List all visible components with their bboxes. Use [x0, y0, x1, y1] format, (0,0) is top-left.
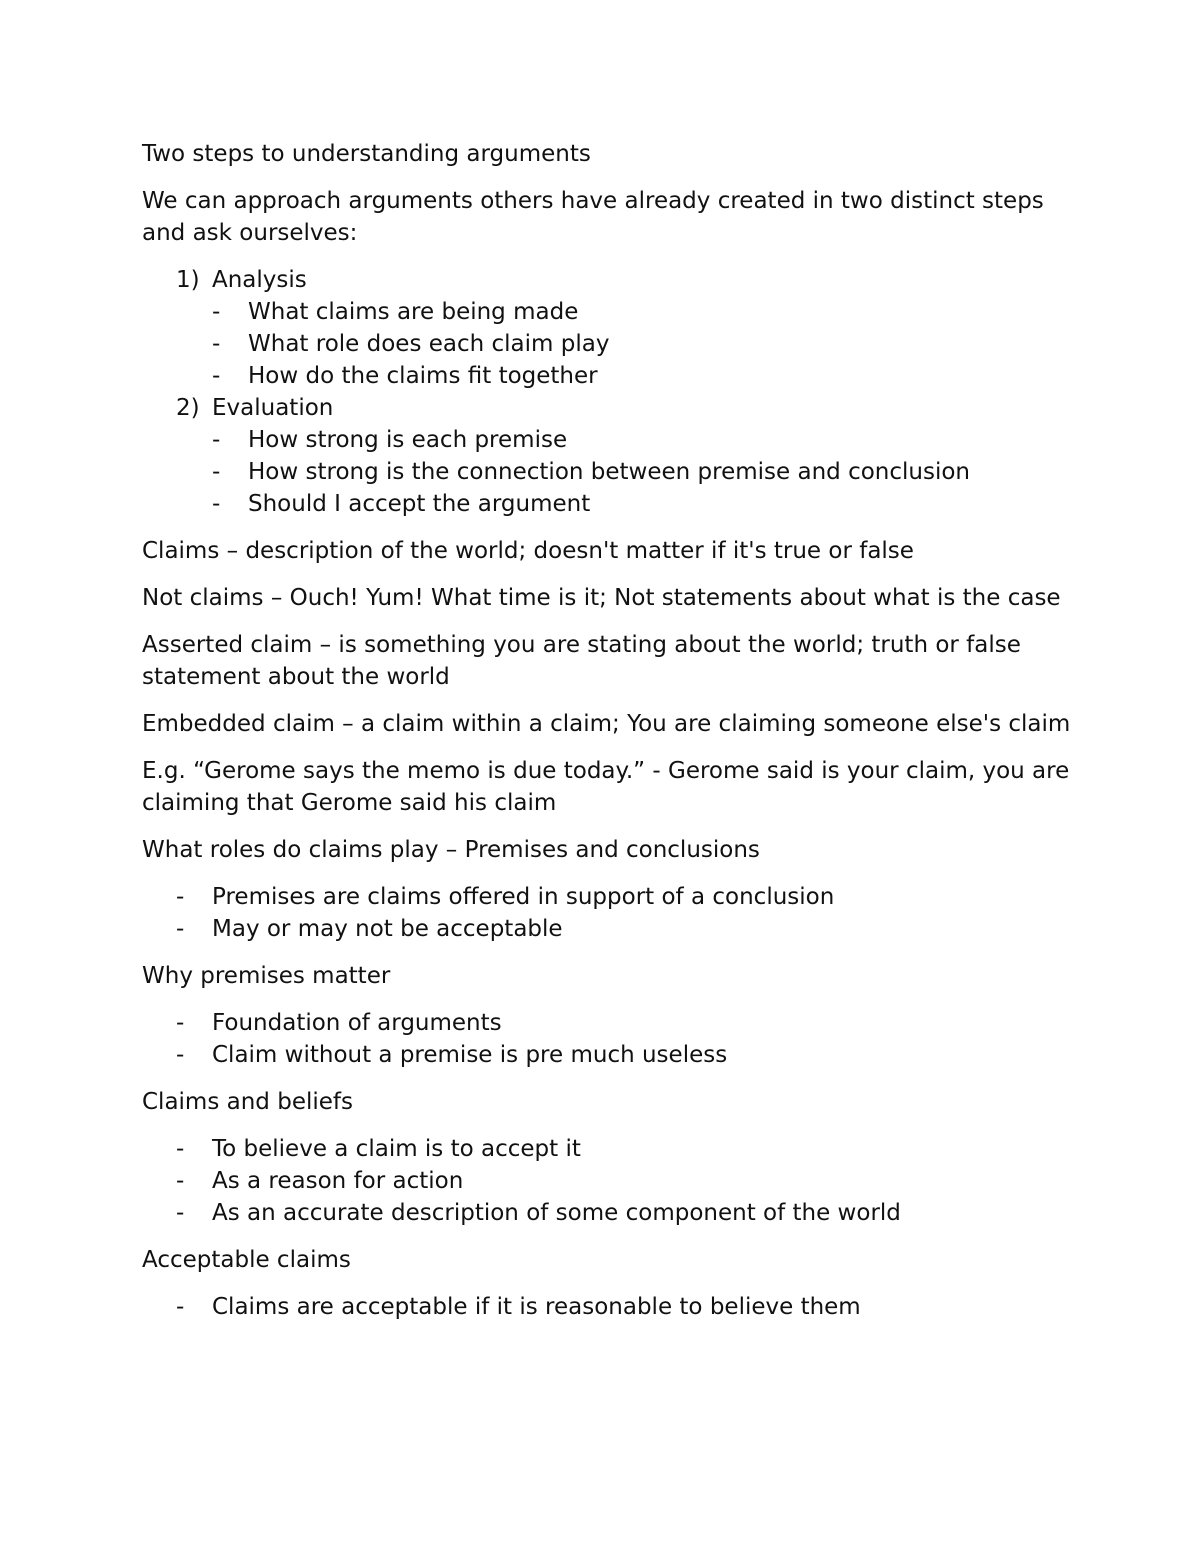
- section-list: [142, 1007, 1072, 1071]
- asserted-claim-definition: Asserted claim – is something you are stating about the world; truth or false statement about the world: [142, 632, 1021, 690]
- section-list: [142, 1133, 1072, 1229]
- list-item-text: May or may not be acceptable: [212, 916, 563, 942]
- dash-bullet: -: [176, 1200, 185, 1226]
- dash-bullet: -: [176, 1042, 185, 1068]
- list-item: [142, 1133, 1072, 1165]
- dash-bullet: -: [212, 363, 221, 389]
- section-heading: What roles do claims play – Premises and conclusions: [142, 837, 760, 863]
- not-claims-definition: Not claims – Ouch! Yum! What time is it; Not statements about what is the case: [142, 585, 1061, 611]
- section-heading: Acceptable claims: [142, 1247, 351, 1273]
- example-paragraph: E.g. “Gerome says the memo is due today.” - Gerome said is your claim, you are claiming that Gerome said his claim: [142, 758, 1070, 816]
- list-item: [142, 1007, 1072, 1039]
- step-sub-item: [142, 456, 1072, 488]
- dash-bullet: -: [212, 491, 221, 517]
- step-sub-item: [142, 296, 1072, 328]
- list-item-text: Premises are claims offered in support of a conclusion: [212, 884, 835, 910]
- step-sub-item-text: Should I accept the argument: [248, 491, 591, 517]
- steps-list: [142, 264, 1072, 520]
- step-sub-item-text: How strong is each premise: [248, 427, 568, 453]
- dash-bullet: -: [212, 299, 221, 325]
- list-item: [142, 913, 1072, 945]
- intro-paragraph: We can approach arguments others have already created in two distinct steps and ask ourselves:: [142, 188, 1044, 246]
- step-sub-item-text: What role does each claim play: [248, 331, 610, 357]
- step-item: [142, 392, 1072, 424]
- step-sub-item-text: How do the claims fit together: [248, 363, 598, 389]
- dash-bullet: -: [212, 427, 221, 453]
- section-heading: Why premises matter: [142, 963, 391, 989]
- list-item-text: Claim without a premise is pre much useless: [212, 1042, 728, 1068]
- step-sub-item-text: How strong is the connection between premise and conclusion: [248, 459, 970, 485]
- dash-bullet: -: [176, 1136, 185, 1162]
- list-item: [142, 1197, 1072, 1229]
- dash-bullet: -: [176, 916, 185, 942]
- dash-bullet: -: [176, 1168, 185, 1194]
- dash-bullet: -: [176, 1294, 185, 1320]
- step-label: Analysis: [212, 267, 307, 293]
- list-item: [142, 881, 1072, 913]
- list-item: [142, 1039, 1072, 1071]
- step-sub-item: [142, 488, 1072, 520]
- list-item-text: Claims are acceptable if it is reasonable to believe them: [212, 1294, 861, 1320]
- list-item-text: To believe a claim is to accept it: [212, 1136, 581, 1162]
- step-sub-item: [142, 424, 1072, 456]
- claims-definition: Claims – description of the world; doesn't matter if it's true or false: [142, 538, 914, 564]
- section-list: [142, 1291, 1072, 1323]
- step-sub-item: [142, 360, 1072, 392]
- section-heading: Claims and beliefs: [142, 1089, 353, 1115]
- step-number: 1): [176, 267, 200, 293]
- step-item: [142, 264, 1072, 296]
- dash-bullet: -: [176, 884, 185, 910]
- list-item-text: Foundation of arguments: [212, 1010, 502, 1036]
- list-item-text: As an accurate description of some component of the world: [212, 1200, 901, 1226]
- step-sub-item: [142, 328, 1072, 360]
- list-item-text: As a reason for action: [212, 1168, 464, 1194]
- embedded-claim-definition: Embedded claim – a claim within a claim; You are claiming someone else's claim: [142, 711, 1071, 737]
- step-label: Evaluation: [212, 395, 334, 421]
- step-sub-item-text: What claims are being made: [248, 299, 579, 325]
- dash-bullet: -: [176, 1010, 185, 1036]
- list-item: [142, 1165, 1072, 1197]
- dash-bullet: -: [212, 459, 221, 485]
- list-item: [142, 1291, 1072, 1323]
- document-title: Two steps to understanding arguments: [142, 141, 591, 167]
- step-number: 2): [176, 395, 200, 421]
- document-page: [142, 138, 1072, 1338]
- section-list: [142, 881, 1072, 945]
- dash-bullet: -: [212, 331, 221, 357]
